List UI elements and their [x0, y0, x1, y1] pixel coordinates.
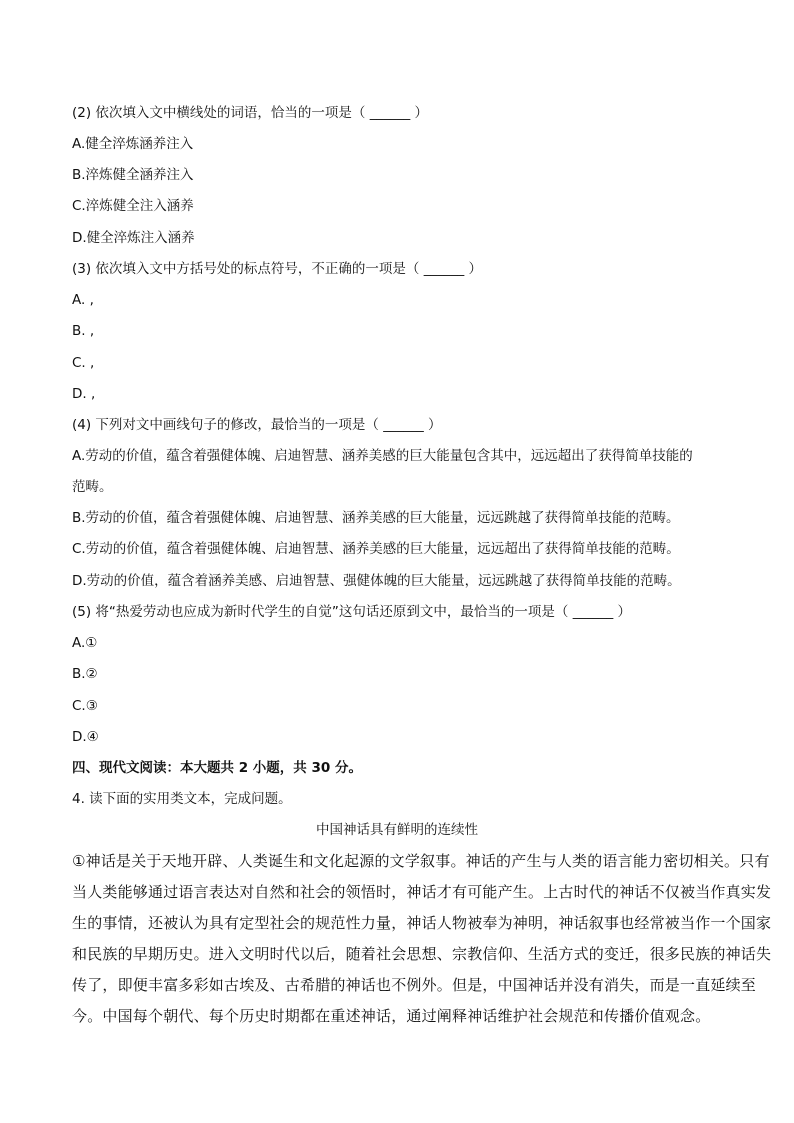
question-5-stem: (5) 将“热爱劳动也应成为新时代学生的自觉”这句话还原到文中，最恰当的一项是（ ______ ）: [72, 604, 631, 620]
question-5-option-d: D.④: [72, 729, 99, 745]
question-4-option-a-line-2: 范畴。: [72, 479, 113, 495]
question-5-option-c: C.③: [72, 698, 98, 714]
question-5-option-a: A.①: [72, 635, 98, 651]
article-paragraph-line: ①神话是关于天地开辟、人类诞生和文化起源的文学叙事。神话的产生与人类的语言能力密切相关。只有: [72, 852, 770, 870]
question-2-option-a: A.健全淬炼涵养注入: [72, 136, 194, 152]
question-2-stem: (2) 依次填入文中横线处的词语，恰当的一项是（ ______ ）: [72, 105, 428, 121]
question-4-stem: (4) 下列对文中画线句子的修改，最恰当的一项是（ ______ ）: [72, 417, 442, 433]
question-3-option-c: C. ,: [72, 355, 95, 371]
question-4-option-b: B.劳动的价值，蕴含着强健体魄、启迪智慧、涵养美感的巨大能量，远远跳越了获得简单技能的范畴。: [72, 510, 680, 526]
question-2-option-b: B.淬炼健全涵养注入: [72, 167, 194, 183]
question-3-option-a: A. ,: [72, 292, 94, 308]
question-3-option-b: B. ,: [72, 323, 95, 339]
article-title: 中国神话具有鲜明的连续性: [316, 822, 478, 838]
article-paragraph-line: 今。中国每个朝代、每个历史时期都在重述神话，通过阐释神话维护社会规范和传播价值观念。: [72, 1007, 711, 1025]
article-paragraph-line: 传了，即便丰富多彩如古埃及、古希腊的神话也不例外。但是，中国神话并没有消失，而是一直延续至: [72, 976, 757, 994]
article-paragraph-line: 和民族的早期历史。进入文明时代以后，随着社会思想、宗教信仰、生活方式的变迁，很多民族的神话失: [72, 945, 772, 963]
question-3-stem: (3) 依次填入文中方括号处的标点符号，不正确的一项是（ ______ ）: [72, 261, 482, 277]
question-4-option-c: C.劳动的价值，蕴含着强健体魄、启迪智慧、涵养美感的巨大能量，远远超出了获得简单技能的范畴。: [72, 541, 680, 557]
article-paragraph-line: 生的事情，还被认为具有定型社会的规范性力量，神话人物被奉为神明，神话叙事也经常被当作一个国家: [72, 914, 772, 932]
question-5-option-b: B.②: [72, 666, 98, 682]
question-4-option-d: D.劳动的价值，蕴含着涵养美感、启迪智慧、强健体魄的巨大能量，远远跳越了获得简单技能的范畴。: [72, 573, 681, 589]
question-4-option-a-line-1: A.劳动的价值，蕴含着强健体魄、启迪智慧、涵养美感的巨大能量包含其中，远远超出了获得简单技能的: [72, 448, 693, 464]
question-3-option-d: D. ,: [72, 386, 96, 402]
question-4-intro: 4. 读下面的实用类文本，完成问题。: [72, 791, 292, 807]
question-2-option-d: D.健全淬炼注入涵养: [72, 230, 195, 246]
section-4-heading: 四、现代文阅读：本大题共 2 小题，共 30 分。: [72, 760, 362, 776]
question-2-option-c: C.淬炼健全注入涵养: [72, 198, 194, 214]
article-paragraph-line: 当人类能够通过语言表达对自然和社会的领悟时，神话才有可能产生。上古时代的神话不仅被当作真实发: [72, 883, 772, 901]
